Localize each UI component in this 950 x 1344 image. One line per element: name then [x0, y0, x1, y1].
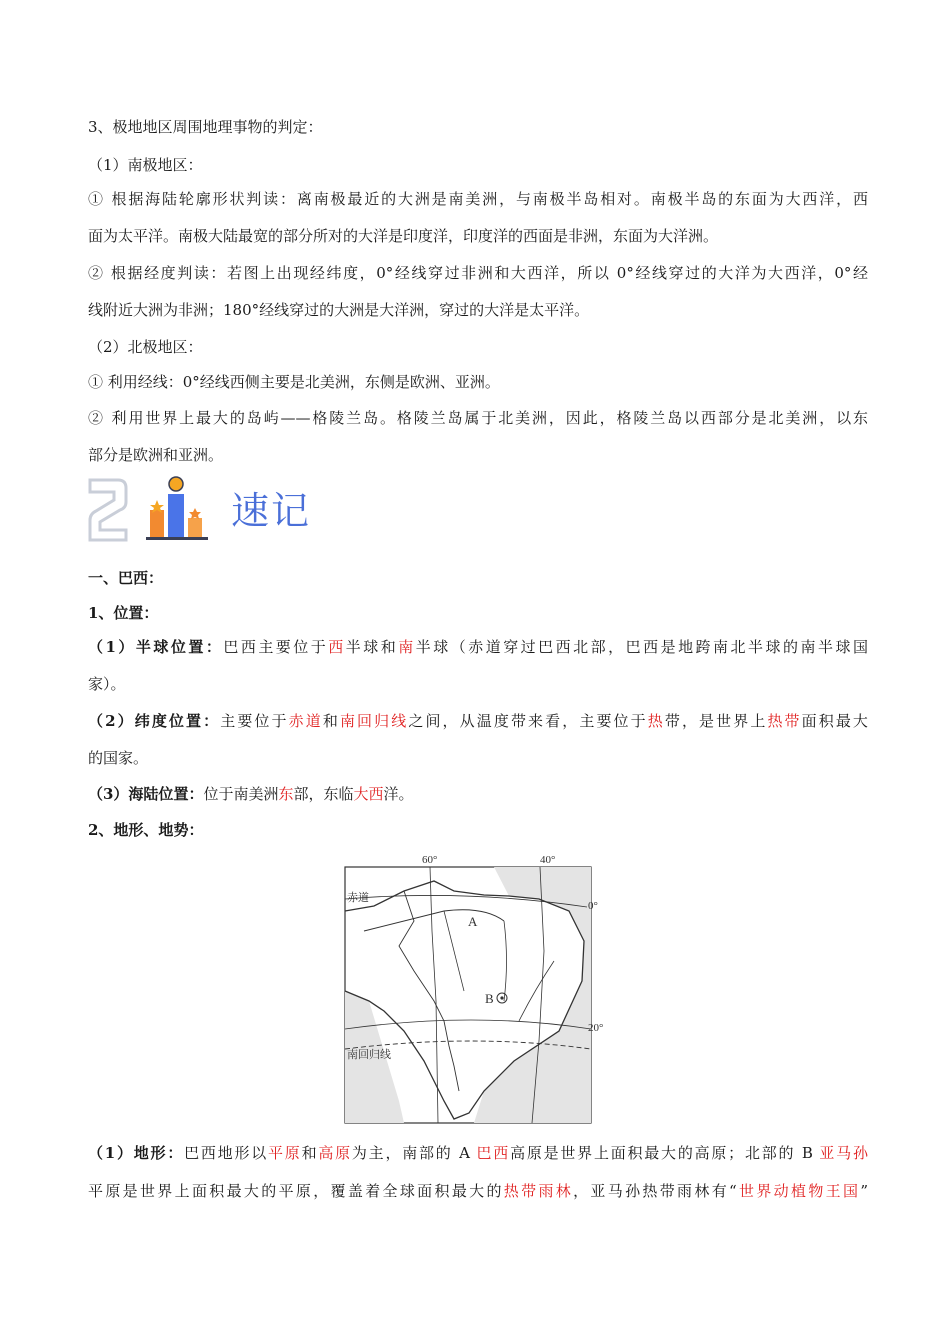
map-label-equator: 赤道	[347, 891, 369, 904]
text: 部，东临	[293, 785, 354, 803]
text: ”	[860, 1182, 868, 1200]
map-label-40: 40°	[540, 854, 556, 866]
highlight: 热带	[767, 712, 802, 730]
map-label-b: B	[485, 991, 494, 1006]
map-label-tropic: 南回归线	[347, 1048, 391, 1061]
text: 为主，南部的 A	[351, 1144, 477, 1162]
latitude-label: （2）纬度位置：	[88, 712, 221, 730]
podium-icon	[86, 474, 216, 544]
map-label-20: 20°	[588, 1022, 604, 1034]
highlight: 赤道	[288, 712, 323, 730]
text: 带，是世界上	[664, 712, 768, 730]
sea-land-label: （3）海陆位置：	[88, 785, 204, 803]
terrain-heading: 2、地形、地势：	[88, 821, 204, 839]
arctic-paragraph-2: ② 利用世界上最大的岛屿——格陵兰岛。格陵兰岛属于北美洲，因此，格陵兰岛以西部分是北美洲，以东	[88, 409, 868, 427]
highlight: 南	[398, 638, 416, 656]
hemisphere-line	[88, 637, 868, 657]
text: ，亚马孙热带雨林有“	[573, 1182, 737, 1200]
text: 面积最大	[801, 712, 868, 730]
highlight: 西	[328, 638, 346, 656]
highlight: 亚马孙	[819, 1144, 868, 1162]
highlight: 热	[647, 712, 665, 730]
landform-line	[88, 1143, 868, 1163]
hemisphere-line-cont: 家）。	[88, 675, 126, 693]
brazil-heading: 一、巴西：	[88, 569, 164, 587]
highlight: 东	[278, 785, 294, 803]
text: 位于南美洲	[203, 785, 279, 803]
text: 半球和	[345, 638, 399, 656]
text: 和	[322, 712, 340, 730]
text: 高原是世界上面积最大的高原；北部的 B	[510, 1144, 820, 1162]
text: 半球（赤道穿过巴西北部，巴西是地跨南北半球的南半球国	[415, 638, 868, 656]
antarctic-title: （1）南极地区：	[88, 156, 203, 174]
text: 洋。	[383, 785, 414, 803]
map-label-a: A	[468, 914, 478, 929]
text: 之间，从温度带来看，主要位于	[408, 712, 648, 730]
text: 和	[301, 1144, 319, 1162]
highlight: 平原	[268, 1144, 302, 1162]
highlight: 高原	[318, 1144, 352, 1162]
highlight: 大西	[353, 785, 384, 803]
text: 巴西主要位于	[223, 638, 329, 656]
position-heading: 1、位置：	[88, 604, 159, 622]
map-label-0: 0°	[588, 900, 598, 912]
arctic-paragraph-1: ① 利用经线：0°经线西侧主要是北美洲，东侧是欧洲、亚洲。	[88, 373, 500, 391]
antarctic-paragraph-1: ① 根据海陆轮廓形状判读：离南极最近的大洲是南美洲，与南极半岛相对。南极半岛的东面为大西洋，西	[88, 190, 868, 208]
map-label-60: 60°	[422, 854, 438, 866]
highlight: 热带雨林	[503, 1182, 574, 1200]
text: 巴西地形以	[184, 1144, 268, 1162]
banner-title: 速记	[231, 489, 312, 533]
hemisphere-label: （1）半球位置：	[88, 638, 224, 656]
antarctic-paragraph-2: ② 根据经度判读：若图上出现经纬度，0°经线穿过非洲和大西洋，所以 0°经线穿过的大洋为大西洋，0°经	[88, 264, 868, 282]
latitude-line-cont: 的国家。	[88, 749, 149, 767]
quick-notes-banner	[86, 474, 316, 544]
sea-land-line	[88, 784, 868, 804]
highlight: 南回归线	[339, 712, 409, 730]
arctic-title: （2）北极地区：	[88, 338, 203, 356]
highlight: 巴西	[476, 1144, 511, 1162]
brazil-map	[344, 851, 606, 1126]
landform-label: （1）地形：	[88, 1144, 185, 1162]
antarctic-paragraph-2-cont: 线附近大洲为非洲；180°经线穿过的大洲是大洋洲，穿过的大洋是太平洋。	[88, 301, 590, 319]
section-heading: 3、极地地区周围地理事物的判定：	[88, 118, 323, 136]
latitude-line	[88, 711, 868, 731]
text: 主要位于	[220, 712, 289, 730]
antarctic-paragraph-1-cont: 面为太平洋。南极大陆最宽的部分所对的大洋是印度洋，印度洋的西面是非洲，东面为大洋洲。	[88, 227, 719, 245]
arctic-paragraph-2-cont: 部分是欧洲和亚洲。	[88, 446, 224, 464]
landform-line-cont	[88, 1181, 868, 1201]
highlight: 世界动植物王国	[736, 1182, 861, 1200]
text: 平原是世界上面积最大的平原，覆盖着全球面积最大的	[88, 1182, 504, 1200]
